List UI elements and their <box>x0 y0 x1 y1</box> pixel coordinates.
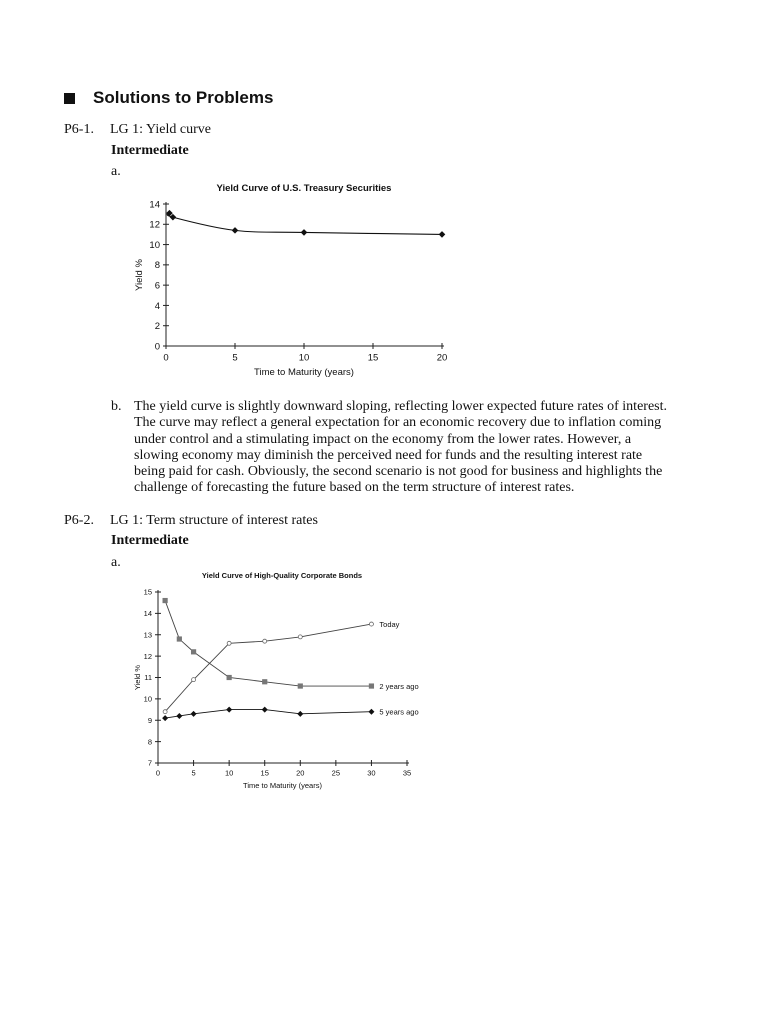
y-tick-label: 14 <box>149 199 160 211</box>
x-tick-label: 5 <box>232 352 238 364</box>
data-point-marker <box>192 678 196 682</box>
part-a-label: a. <box>111 555 121 570</box>
y-tick-label: 6 <box>154 280 160 292</box>
x-tick-label: 15 <box>367 352 379 364</box>
series-label: 5 years ago <box>379 707 419 717</box>
y-tick-label: 15 <box>143 587 152 597</box>
y-tick-label: 8 <box>154 260 160 272</box>
series-label: Today <box>379 620 400 630</box>
y-tick-label: 14 <box>143 609 152 618</box>
data-point-marker <box>263 639 267 643</box>
data-point-marker <box>191 711 197 717</box>
data-point-marker <box>227 641 231 645</box>
data-point-marker <box>369 683 374 688</box>
x-tick-label: 35 <box>402 768 412 778</box>
data-point-marker <box>227 675 232 680</box>
y-tick-label: 12 <box>143 651 152 661</box>
y-tick-label: 4 <box>154 300 160 312</box>
section-heading-text: Solutions to Problems <box>93 88 274 107</box>
x-axis-label: Time to Maturity (years) <box>254 367 354 378</box>
data-point-marker <box>163 598 168 603</box>
part-b-text: The yield curve is slightly downward sloping, reflecting lower expected future rates of interest. The curve may reflect a general expectation for an economic recovery due to inflation coming under control and a stimulating impact on the economy from the lower rates. However, a slowing economy may diminish the perceived need for funds and the resulting interest rate being paid for cash. Obviously, the second scenario is not good for business and highlights the challenge of forecasting the future based on the term structure of interest rates. <box>134 399 667 496</box>
data-point-marker <box>176 713 182 719</box>
problem-level: Intermediate <box>111 533 189 548</box>
series-label: 2 years ago <box>379 682 419 692</box>
y-tick-label: 7 <box>147 758 152 768</box>
x-tick-label: 5 <box>191 768 196 778</box>
y-tick-label: 10 <box>149 239 160 251</box>
x-tick-label: 0 <box>155 768 161 778</box>
y-tick-label: 0 <box>154 341 160 353</box>
y-axis-label: Yield % <box>134 259 145 291</box>
data-point-marker <box>298 635 302 639</box>
data-point-marker <box>226 707 232 713</box>
x-tick-label: 20 <box>296 768 305 778</box>
part-b-label: b. <box>111 399 122 414</box>
x-tick-label: 15 <box>260 768 269 778</box>
x-tick-label: 25 <box>331 768 341 778</box>
part-a-label: a. <box>111 164 121 179</box>
y-tick-label: 12 <box>149 219 160 231</box>
x-tick-label: 10 <box>224 768 234 778</box>
problem-topic: LG 1: Term structure of interest rates <box>110 513 318 528</box>
data-point-marker <box>162 715 168 721</box>
chart-title: Yield Curve of U.S. Treasury Securities <box>216 183 392 194</box>
data-point-marker <box>262 707 268 713</box>
data-point-marker <box>191 649 196 654</box>
chart-title: Yield Curve of High-Quality Corporate Bonds <box>201 571 363 580</box>
x-axis-label: Time to Maturity (years) <box>243 781 322 790</box>
data-point-marker <box>369 622 373 626</box>
problem-level: Intermediate <box>111 143 189 158</box>
data-point-marker <box>262 679 267 684</box>
data-point-marker <box>177 636 182 641</box>
y-tick-label: 13 <box>143 630 152 640</box>
series-line-today <box>165 624 371 712</box>
x-tick-label: 30 <box>367 768 376 778</box>
data-point-marker <box>163 710 167 714</box>
data-point-marker <box>298 683 303 688</box>
x-tick-label: 10 <box>298 352 310 364</box>
problem-number: P6-2. <box>64 513 94 528</box>
y-tick-label: 2 <box>154 321 160 333</box>
x-tick-label: 20 <box>436 352 448 364</box>
series-line-2-years-ago <box>165 601 371 687</box>
data-point-marker <box>368 709 374 715</box>
problem-number: P6-1. <box>64 122 94 137</box>
y-tick-label: 8 <box>147 737 152 747</box>
y-axis-label: Yield % <box>133 664 142 691</box>
y-tick-label: 11 <box>144 673 152 683</box>
x-tick-label: 0 <box>163 352 169 364</box>
y-tick-label: 10 <box>143 694 152 704</box>
problem-topic: LG 1: Yield curve <box>110 122 211 137</box>
y-tick-label: 9 <box>147 715 152 725</box>
data-point-marker <box>297 711 303 717</box>
